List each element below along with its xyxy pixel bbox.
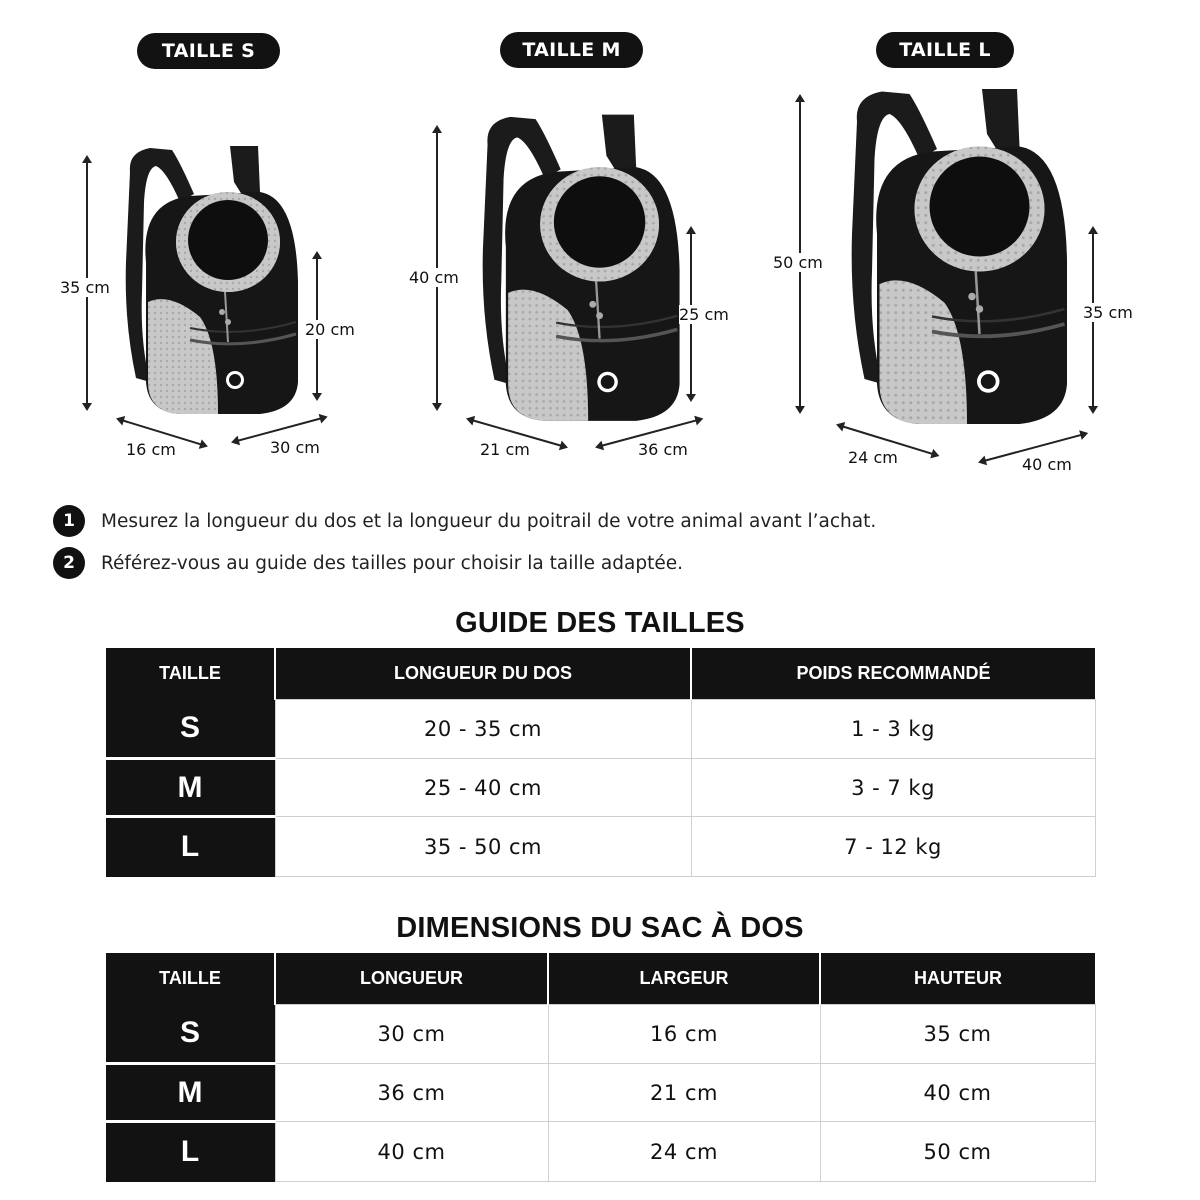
instruction-step-1 bbox=[53, 505, 876, 537]
step-text: Référez-vous au guide des tailles pour choisir la taille adaptée. bbox=[101, 552, 683, 574]
size-cell: S bbox=[106, 1005, 275, 1064]
height-label-m: 40 cm bbox=[409, 268, 459, 287]
back-label-l: 35 cm bbox=[1083, 303, 1133, 322]
height-label-s: 35 cm bbox=[60, 278, 110, 297]
height-cell: 35 cm bbox=[820, 1005, 1095, 1064]
length-cell: 40 cm bbox=[275, 1122, 548, 1182]
column-header: LONGUEUR bbox=[275, 953, 548, 1005]
height-cell: 40 cm bbox=[820, 1064, 1095, 1122]
size-cell: M bbox=[106, 1064, 275, 1122]
dimensions-table bbox=[106, 953, 1096, 1182]
size-label-l: TAILLE L bbox=[876, 32, 1014, 68]
width-label-m: 21 cm bbox=[480, 440, 530, 459]
size-cell: L bbox=[106, 817, 275, 877]
table-row bbox=[106, 1064, 1095, 1122]
length-cell: 30 cm bbox=[275, 1005, 548, 1064]
size-guide-table bbox=[106, 648, 1096, 877]
size-label-m: TAILLE M bbox=[500, 32, 643, 68]
table-row bbox=[106, 817, 1095, 877]
size-cell: L bbox=[106, 1122, 275, 1182]
width-cell: 24 cm bbox=[548, 1122, 820, 1182]
column-header: HAUTEUR bbox=[820, 953, 1095, 1005]
back-length-cell: 25 - 40 cm bbox=[275, 759, 691, 817]
size-cell: S bbox=[106, 700, 275, 759]
weight-cell: 1 - 3 kg bbox=[691, 700, 1095, 759]
step-number-badge: 2 bbox=[53, 547, 85, 579]
column-header: TAILLE bbox=[106, 648, 275, 700]
size-label-s: TAILLE S bbox=[137, 33, 280, 69]
back-length-cell: 35 - 50 cm bbox=[275, 817, 691, 877]
instruction-step-2 bbox=[53, 547, 683, 579]
step-number-badge: 1 bbox=[53, 505, 85, 537]
width-cell: 16 cm bbox=[548, 1005, 820, 1064]
column-header: POIDS RECOMMANDÉ bbox=[691, 648, 1095, 700]
width-label-l: 24 cm bbox=[848, 448, 898, 467]
column-header: LONGUEUR DU DOS bbox=[275, 648, 691, 700]
table-row bbox=[106, 1122, 1095, 1182]
backpack-large-image bbox=[826, 84, 1088, 434]
size-cell: M bbox=[106, 759, 275, 817]
weight-cell: 3 - 7 kg bbox=[691, 759, 1095, 817]
length-label-s: 30 cm bbox=[270, 438, 320, 457]
table-row bbox=[106, 700, 1095, 759]
width-label-s: 16 cm bbox=[126, 440, 176, 459]
column-header: LARGEUR bbox=[548, 953, 820, 1005]
back-length-cell: 20 - 35 cm bbox=[275, 700, 691, 759]
table-row bbox=[106, 1005, 1095, 1064]
weight-cell: 7 - 12 kg bbox=[691, 817, 1095, 877]
table-row bbox=[106, 759, 1095, 817]
step-text: Mesurez la longueur du dos et la longueur du poitrail de votre animal avant l’achat. bbox=[101, 510, 877, 532]
length-label-l: 40 cm bbox=[1022, 455, 1072, 474]
backpack-medium-image bbox=[460, 110, 698, 430]
backpack-small-image bbox=[110, 142, 310, 422]
height-label-l: 50 cm bbox=[773, 253, 823, 272]
back-label-m: 25 cm bbox=[679, 305, 729, 324]
width-cell: 21 cm bbox=[548, 1064, 820, 1122]
table-header-row bbox=[106, 648, 1095, 700]
back-label-s: 20 cm bbox=[305, 320, 355, 339]
height-cell: 50 cm bbox=[820, 1122, 1095, 1182]
length-label-m: 36 cm bbox=[638, 440, 688, 459]
dimensions-title: DIMENSIONS DU SAC À DOS bbox=[396, 912, 804, 944]
length-cell: 36 cm bbox=[275, 1064, 548, 1122]
size-guide-title: GUIDE DES TAILLES bbox=[455, 607, 745, 639]
column-header: TAILLE bbox=[106, 953, 275, 1005]
table-header-row bbox=[106, 953, 1095, 1005]
